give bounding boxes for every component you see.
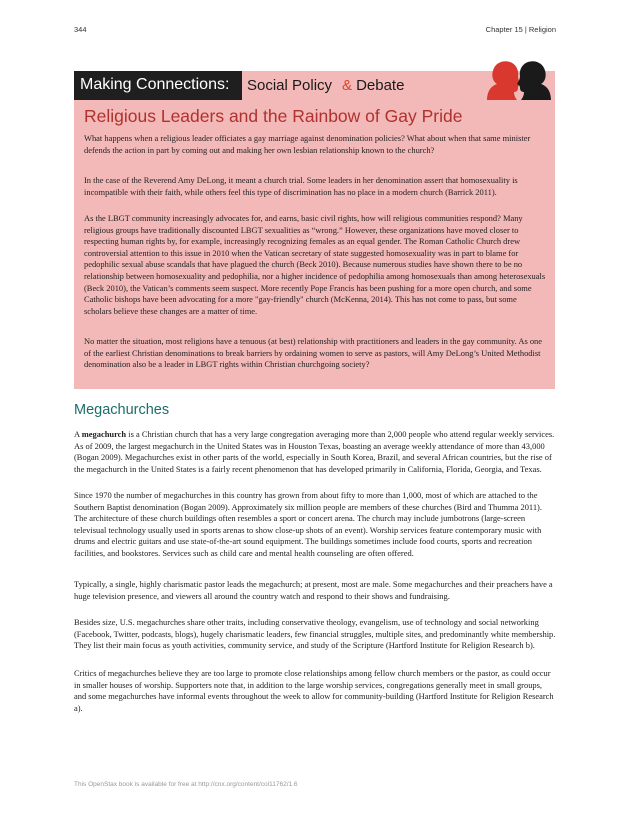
feature-paragraph-3: As the LBGT community increasingly advocates for, and earns, basic civil rights, how will religious communities respond? Many religious groups have traditionally discounted LBGT sexualities as “wrong.” However, these organizations have moved closer to respecting human rights by, for example, increasingly recognizing females as an equal gender. The Roman Catholic Church drew controversial attention to this issue in 2010 when the Vatican secretary of state suggested homosexuality was in part to blame for pedophilic sexual abuse scandals that have plagued the church (Beck 2010). Because numerous studies have shown there to be no relationship between homosexuality and pedophilia, nor a higher incidence of pedophilia among homosexuals than among heterosexuals (Beck 2010), the Vatican’s comments seem suspect. More recently Pope Francis has been pushing for a more open church, and some Catholic bishops have been advocating for a more "gay-friendly" church (McKenna, 2014). This has not come to pass, but some scholars believe these changes are a matter of time.	[84, 213, 546, 316]
banner-dark-panel	[74, 71, 242, 100]
key-term-megachurch: megachurch	[81, 429, 127, 439]
paragraph-body: is a Christian church that has a very large congregation averaging more than 2,000 people who attend regular weekly services. As of 2009, the largest megachurch in the United States was in Houston Texas, boasting an average weekly attendance of more than 43,000 (Bogan 2009). Megachurches exist in other parts of the world, especially in South Korea, Brazil, and several African countries, but the rise of the megachurch in the United States is a fairly recent phenomenon that has developed primarily in California, Florida, Georgia, and Texas.	[74, 429, 555, 474]
black-head-icon	[517, 61, 551, 101]
megachurch-paragraph-5: Critics of megachurches believe they are too large to promote close relationships among fellow church members or the pastor, as could occur in smaller houses of worship. Supporters note that, in addition to the large worship services, congregations generally meet in small groups, and some megachurches have informal events throughout the week to allow for community-building (Hartford Institute for Religion Research a).	[74, 668, 554, 713]
feature-paragraph-2: In the case of the Reverend Amy DeLong, it meant a church trial. Some leaders in her denomination assert that homosexuality is incompatible with their faith, while others feel this type of discrimination has no place in a modern church (Barrick 2011).	[84, 175, 518, 197]
section-heading-megachurches: Megachurches	[74, 402, 170, 418]
megachurch-paragraph-3: Typically, a single, highly charismatic pastor leads the megachurch; at present, most are male. Some megachurches and their preachers have a huge television presence, and viewers all around the country watch and respond to their shows and fundraising.	[74, 579, 553, 601]
debate-heads-icon	[483, 57, 553, 101]
feature-paragraph-4: No matter the situation, most religions have a tenuous (at best) relationship with practitioners and leaders in the gay community. As one of the earliest Christian denominations to break barriers by ordaining women to serve as pastors, will Amy DeLong’s United Methodist denomination also be a leader in LBGT rights within Christian churchgoing society?	[84, 336, 543, 370]
banner-title: Making Connections:	[80, 76, 230, 93]
footer-note: This OpenStax book is available for free at http://cnx.org/content/col11762/1.6	[74, 781, 298, 788]
megachurch-paragraph-1	[74, 429, 556, 475]
banner-subtitle	[247, 77, 404, 94]
chapter-label: Chapter 15 | Religion	[485, 25, 556, 34]
megachurch-paragraph-2: Since 1970 the number of megachurches in this country has grown from about fifty to more than 1,000, most of which are attached to the Southern Baptist denomination (Bogan 2009). Approximately six million people are members of these churches (Bird and Thumma 2011). The architecture of these church buildings often resembles a sport or concert arena. The church may include jumbotrons (large-screen televisual technology usually used in sports arenas to show close-up shots of an event). Worship services feature contemporary music with drums and electric guitars and use state-of-the-art sound equipment. The buildings sometimes include food courts, sports and recreation facilities, and bookstores. Services such as child care and mental health counseling are often offered.	[74, 490, 542, 558]
making-connections-banner	[74, 71, 555, 100]
banner-subtitle-debate: Debate	[356, 77, 405, 94]
red-head-icon	[487, 61, 521, 101]
feature-paragraph-1: What happens when a religious leader officiates a gay marriage against denomination policies? What about when that same minister defends the action in part by coming out and making her own lesbian relationship known to the church?	[84, 133, 531, 155]
banner-ampersand: &	[342, 77, 353, 94]
feature-box-title: Religious Leaders and the Rainbow of Gay Pride	[84, 106, 463, 126]
paragraph-prefix: A	[74, 429, 82, 439]
banner-subtitle-social-policy: Social Policy	[247, 77, 333, 94]
megachurch-paragraph-4: Besides size, U.S. megachurches share other traits, including conservative theology, evangelism, use of technology and social networking (Facebook, Twitter, podcasts, blogs), hugely charismatic leaders, few financial struggles, multiple sites, and predominantly white membership. They list their main focus as youth activities, community service, and study of the Scripture (Hartford Institute for Religion Research b).	[74, 617, 556, 651]
page-number: 344	[74, 25, 87, 34]
